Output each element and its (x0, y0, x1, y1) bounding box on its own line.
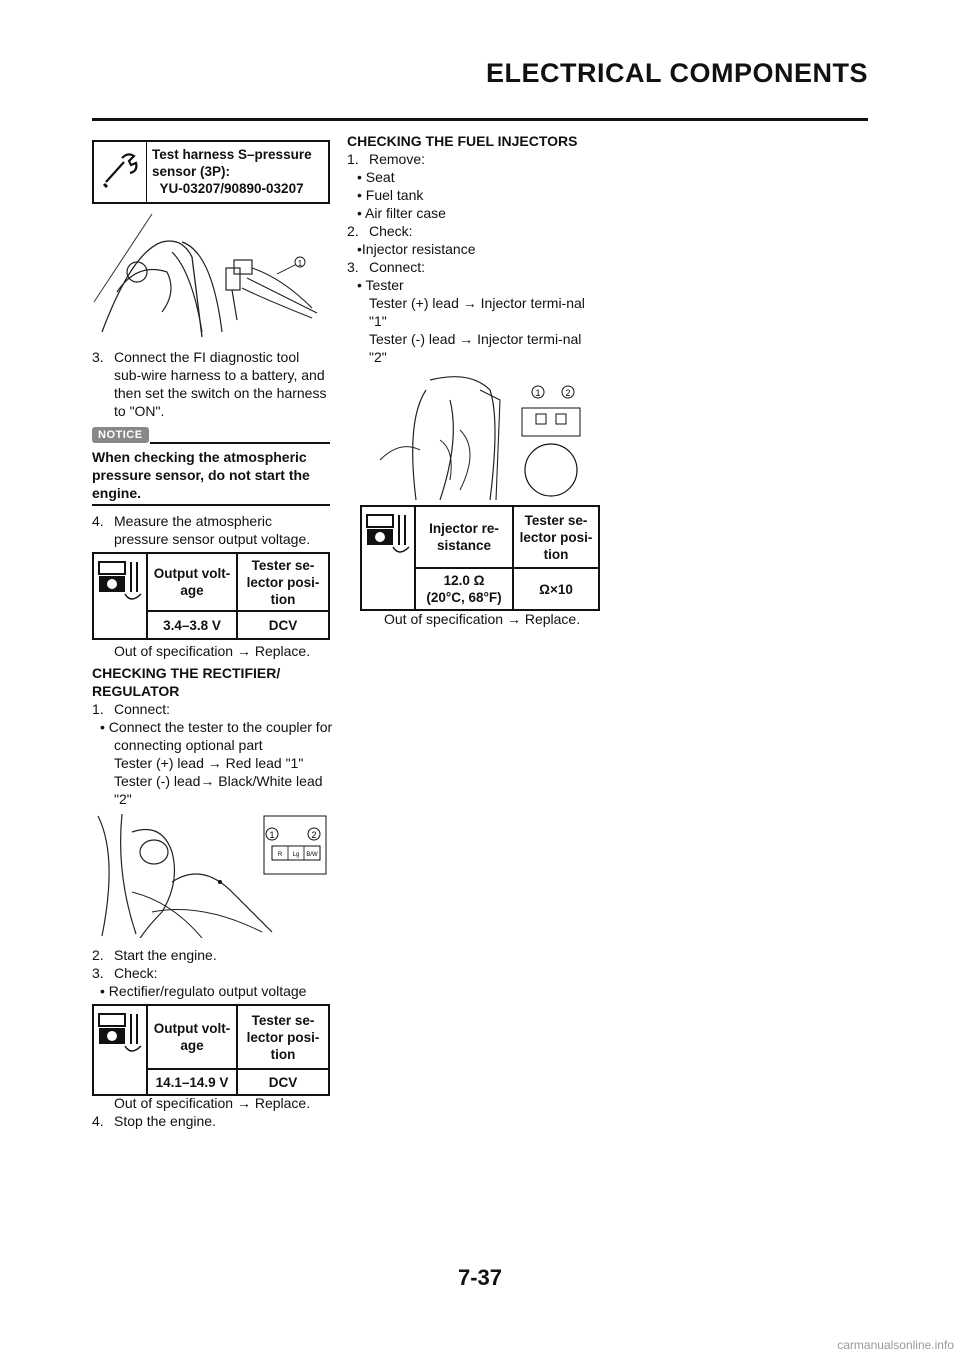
step-number: 4. (92, 513, 104, 529)
remove-list (357, 168, 446, 222)
injector-heading: CHECKING THE FUEL INJECTORS (347, 133, 578, 149)
tool-name-line2: sensor (3P): (152, 164, 231, 179)
notice-top-rule (150, 442, 330, 444)
value-injector-resistance (415, 568, 513, 610)
value-tester-selector: DCV (237, 1069, 329, 1095)
rectifier-illustration (92, 812, 330, 938)
wrench-icon (94, 142, 142, 198)
callout-1-label: 1 (297, 259, 303, 268)
i-step-2 (347, 222, 413, 240)
value-tester-selector: DCV (237, 611, 329, 639)
notice-badge: NOTICE (92, 427, 149, 443)
pin-label-bw: B/W (306, 852, 318, 858)
r-tester-minus: Tester (-) lead→ Black/White lead "2" (114, 773, 323, 807)
step-text: Connect: (114, 701, 171, 717)
list-item: • Fuel tank (357, 187, 424, 203)
multimeter-icon (363, 507, 413, 567)
step-4-measure (92, 512, 330, 548)
tool-name-line1: Test harness S–pressure (152, 147, 312, 162)
col-header-output-voltage: Output volt-age (147, 553, 237, 611)
page-title: ELECTRICAL COMPONENTS (485, 58, 868, 88)
step-text: Start the engine. (114, 947, 217, 963)
r-step-2 (92, 946, 330, 964)
r-step-4 (92, 1112, 330, 1130)
coupler-callout-2: 2 (311, 830, 317, 840)
value-output-voltage: 14.1–14.9 V (147, 1069, 237, 1095)
i-tester-plus: Tester (+) lead → Injector termi-nal "1" (369, 295, 585, 329)
output-voltage-table-1 (92, 552, 330, 640)
step-number: 1. (347, 151, 359, 167)
i-tester-minus: Tester (-) lead → Injector termi-nal "2" (369, 331, 582, 365)
col-header-tester-selector: Tester se-lector posi-tion (237, 1005, 329, 1069)
col-header-tester-selector: Tester se-lector posi-tion (513, 506, 599, 568)
tool-part-number: YU-03207/90890-03207 (159, 181, 304, 196)
step-text: Check: (114, 965, 158, 981)
r-tester-plus: Tester (+) lead → Red lead "1" (114, 755, 304, 771)
col-header-output-voltage: Output volt-age (147, 1005, 237, 1069)
col-header-tester-selector: Tester se-lector posi-tion (237, 553, 329, 611)
r-bullet-3: • Rectifier/regulato output voltage (100, 983, 307, 999)
r-step-1 (92, 700, 330, 718)
tool-spec-box (92, 140, 330, 204)
notice-bottom-rule (92, 504, 330, 506)
rectifier-heading: CHECKING THE RECTIFIER/ REGULATOR (92, 665, 281, 699)
connect-item: • Tester (357, 277, 404, 293)
injector-callout-1: 1 (535, 388, 541, 398)
meter-icon-cell (93, 553, 147, 639)
notice-text: When checking the atmospheric pressure sensor, do not start the engine. (92, 449, 310, 501)
multimeter-icon (95, 1006, 145, 1066)
step-text: Check: (369, 223, 413, 239)
resistance-temperature: (20°C, 68°F) (426, 590, 502, 605)
meter-icon-cell (93, 1005, 147, 1095)
pin-label-lg: Lg (292, 852, 300, 858)
step-text: Connect: (369, 259, 426, 275)
out-of-spec-1: Out of specification → Replace. (114, 643, 311, 659)
col-header-injector-resistance: Injector re-sistance (415, 506, 513, 568)
r-step-3 (92, 964, 330, 982)
sensor-harness-illustration (92, 212, 332, 340)
out-of-spec-2: Out of specification → Replace. (114, 1095, 311, 1111)
injector-callout-2: 2 (565, 388, 571, 398)
step-number: 3. (92, 349, 104, 365)
step-number: 2. (92, 947, 104, 963)
r-bullet-1: • Connect the tester to the coupler for connecting optional part (100, 719, 333, 753)
step-number: 3. (347, 259, 359, 275)
header-rule (92, 118, 868, 121)
resistance-value: 12.0 Ω (443, 573, 485, 588)
tool-icon-cell (94, 142, 147, 202)
step-number: 2. (347, 223, 359, 239)
coupler-callout-1: 1 (269, 830, 275, 840)
output-voltage-table-2 (92, 1004, 330, 1096)
meter-icon-cell (361, 506, 415, 610)
injector-resistance-table (360, 505, 600, 611)
step-text: Stop the engine. (114, 1113, 216, 1129)
multimeter-icon (95, 554, 145, 614)
injector-illustration (370, 370, 602, 500)
pin-label-r: R (277, 852, 283, 858)
out-of-spec-3: Out of specification → Replace. (384, 611, 581, 627)
step-text: Connect the FI diagnostic tool sub-wire harness to a battery, and then set the switch on the harness to "ON". (114, 349, 327, 419)
step-number: 1. (92, 701, 104, 717)
step-text: Remove: (369, 151, 426, 167)
step-3-connect (92, 348, 330, 420)
i-step-3 (347, 258, 425, 276)
step-number: 4. (92, 1113, 104, 1129)
list-item: • Seat (357, 169, 395, 185)
value-tester-selector: Ω×10 (513, 568, 599, 610)
i-step-1 (347, 150, 425, 168)
footer-watermark: carmanualsonline.info (837, 1338, 954, 1352)
page-number: 7-37 (457, 1265, 503, 1290)
list-item: • Air filter case (357, 205, 446, 221)
value-output-voltage: 3.4–3.8 V (147, 611, 237, 639)
check-item: •Injector resistance (357, 241, 476, 257)
step-text: Measure the atmospheric pressure sensor output voltage. (114, 513, 311, 547)
step-number: 3. (92, 965, 104, 981)
